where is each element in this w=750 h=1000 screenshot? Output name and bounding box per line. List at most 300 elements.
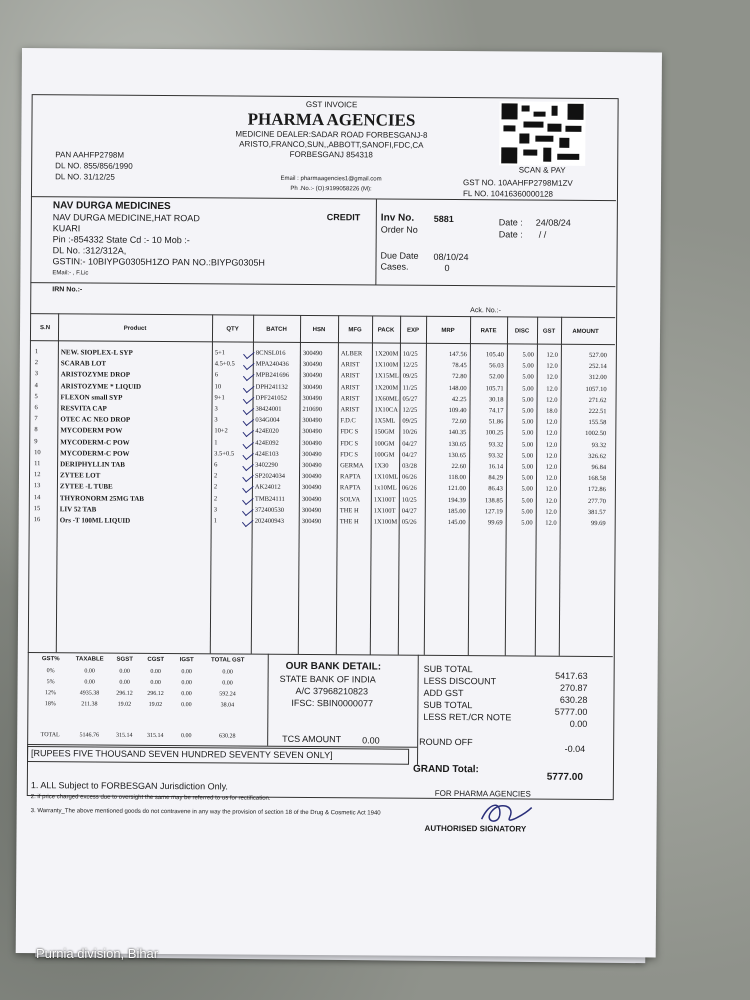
cell-mrp: 130.65 [448, 440, 467, 448]
add-gst: 630.28 [559, 694, 588, 705]
gst-cell: 0.00 [119, 668, 130, 675]
gst-cell: 0.00 [181, 669, 192, 676]
gst-column-header: GST% [41, 656, 60, 663]
gst-total-cell: 315.14 [115, 732, 133, 739]
checkmark-icon [243, 382, 255, 393]
cell-product: MYCODERM POW [60, 426, 123, 436]
gst-column-header: TAXABLE [75, 656, 104, 663]
cell-amount: 277.70 [587, 497, 606, 505]
pan-number: PAN AAHFP2798M [55, 150, 125, 160]
order-no-label: Order No [380, 224, 418, 235]
gst-column-header: IGST [179, 657, 194, 664]
cell-mfg: THE H [339, 507, 359, 515]
cell-mfg: FDC S [340, 451, 359, 459]
cell-sn: 16 [33, 516, 41, 524]
gst-cell: 19.02 [148, 701, 163, 708]
cell-hsn: 300490 [301, 506, 322, 514]
round-off: -0.04 [564, 743, 586, 754]
gst-total-cell: 315.14 [146, 732, 164, 740]
cell-sn: 13 [33, 482, 41, 490]
gst-cell: 296.12 [147, 690, 164, 698]
gst-cell: 296.12 [116, 690, 133, 697]
cell-mrp: 145.00 [447, 518, 466, 527]
cell-qty: 10 [214, 382, 222, 390]
cell-qty: 3.5+0.5 [214, 450, 235, 458]
column-header: AMOUNT [572, 328, 599, 336]
cell-exp: 12/25 [402, 361, 418, 369]
cell-gst: 12.0 [546, 396, 558, 404]
cell-amount: 271.62 [588, 396, 607, 404]
cell-rate: 52.00 [489, 373, 504, 381]
cell-gst: 12.0 [545, 519, 557, 527]
gst-cell: 592.24 [219, 691, 236, 698]
ack-label: Ack. No.:- [470, 307, 501, 315]
tcs-label: TCS AMOUNT [282, 733, 342, 745]
cell-gst: 12.0 [546, 351, 558, 359]
cell-sn: 8 [34, 426, 38, 434]
cell-pack: 1X200M [374, 384, 399, 392]
cell-exp: 12/25 [402, 406, 418, 414]
for-company: FOR PHARMA AGENCIES [434, 788, 531, 799]
column-header: HSN [312, 327, 326, 334]
cell-disc: 5.00 [522, 373, 534, 381]
cell-hsn: 300490 [302, 417, 322, 425]
gst-cell: 0.00 [222, 680, 233, 687]
company-line1: MEDICINE DEALER:SADAR ROAD FORBESGANJ-8 [235, 129, 428, 140]
cell-product: MYCODERM-C POW [60, 449, 130, 458]
gst-cell: 211.38 [81, 701, 98, 708]
column-header: MRP [441, 327, 455, 335]
cell-disc: 5.00 [522, 385, 534, 393]
cell-qty: 4.5+0.5 [214, 360, 235, 368]
cell-product: SCARAB LOT [60, 359, 107, 368]
cell-amount: 96.84 [591, 463, 607, 472]
gst-cell: 18% [44, 701, 56, 708]
cell-qty: 3 [214, 416, 218, 424]
company-line3: FORBESGANJ 854318 [289, 149, 373, 160]
cell-rate: 86.43 [488, 485, 503, 493]
cell-exp: 04/27 [401, 507, 417, 515]
cell-gst: 12.0 [546, 374, 558, 382]
dl-number-1: DL NO. 855/856/1990 [55, 161, 133, 171]
cell-batch: 202400943 [254, 517, 284, 525]
column-header: QTY [226, 326, 239, 333]
cell-hsn: 300490 [302, 372, 323, 380]
cell-hsn: 300490 [302, 428, 322, 436]
cell-pack: 150GM [374, 428, 395, 437]
sub-total-label: SUB TOTAL [423, 663, 473, 675]
cell-mrp: 72.80 [452, 373, 467, 381]
cell-disc: 5.00 [521, 508, 533, 516]
cell-pack: 1X100M [373, 518, 398, 526]
checkmark-icon [243, 370, 255, 381]
cell-sn: 14 [33, 493, 41, 501]
cell-mfg: RAPTA [339, 484, 361, 492]
cell-disc: 5.00 [522, 362, 534, 370]
term-3: 3. Warranty_The above mentioned goods do not contravene in any way the provision of section 18 of the Drug & Cosmetic Act 1940 [30, 808, 381, 817]
tcs-amount: 0.00 [362, 735, 380, 746]
checkmark-icon [243, 348, 255, 359]
bank-ifsc: IFSC: SBIN0000077 [291, 697, 374, 709]
cell-pack: 1X100T [373, 507, 396, 515]
cell-disc: 5.00 [521, 463, 534, 471]
date2-value: / / [538, 229, 547, 240]
cell-mrp: 72.60 [451, 418, 467, 426]
sub-total2-label: SUB TOTAL [423, 699, 473, 711]
gst-total-cell: 630.28 [218, 733, 236, 740]
checkmark-icon [242, 516, 254, 527]
cell-gst: 12.0 [545, 452, 558, 460]
cell-sn: 15 [33, 504, 41, 512]
cell-qty: 5+1 [214, 349, 226, 357]
gst-cell: 0.00 [150, 668, 161, 675]
cell-qty: 9+1 [214, 394, 225, 402]
gst-cell: 0.00 [181, 702, 192, 709]
buyer-address1: NAV DURGA MEDICINE,HAT ROAD [52, 212, 200, 224]
cell-mrp: 140.35 [448, 429, 467, 437]
column-header: BATCH [266, 326, 287, 333]
cell-batch: 38424001 [255, 405, 282, 413]
cell-gst: 12.0 [545, 430, 558, 438]
gst-cell: 0% [46, 668, 55, 675]
cell-sn: 10 [34, 448, 41, 456]
cell-qty: 6 [214, 371, 218, 379]
checkmark-icon [242, 460, 254, 471]
invoice-date: 24/08/24 [535, 217, 571, 228]
cell-rate: 138.85 [484, 496, 503, 504]
cell-rate: 127.19 [484, 508, 503, 516]
qr-code-icon [499, 101, 585, 166]
buyer-address2: KUARI [52, 223, 81, 234]
cell-exp: 05/26 [401, 518, 417, 526]
cell-mrp: 147.56 [448, 350, 467, 359]
cell-pack: 1X30 [374, 462, 389, 470]
round-off-label: ROUND OFF [419, 736, 473, 748]
checkmark-icon [242, 449, 254, 460]
doc-type: GST INVOICE [305, 99, 358, 110]
cell-sn: 4 [34, 381, 38, 389]
photo-caption: Purnia division, Bihar [36, 946, 159, 961]
cell-rate: 100.25 [485, 429, 504, 437]
cell-batch: 8CNSL016 [255, 349, 286, 357]
cell-exp: 04/27 [402, 451, 418, 459]
cell-mrp: 121.00 [448, 485, 466, 493]
gst-column-header: SGST [116, 656, 133, 663]
cases-value: 0 [444, 262, 450, 273]
term-1: 1. ALL Subject to FORBESGAN Jurisdiction Only. [30, 780, 228, 792]
cell-rate: 16.14 [488, 463, 504, 471]
cell-batch: SP2024034 [254, 472, 286, 481]
cell-gst: 12.0 [545, 441, 558, 449]
cell-hsn: 300490 [302, 461, 322, 470]
column-header: PACK [377, 327, 395, 334]
cell-amount: 172.86 [588, 486, 606, 494]
column-header: DISC [514, 328, 530, 335]
cell-mrp: 130.65 [448, 451, 467, 459]
company-phone: Ph .No.:- (O):9199058226 (M): [290, 185, 372, 193]
gst-cell: 12% [44, 690, 57, 697]
cell-mrp: 78.45 [452, 362, 467, 370]
due-date: 08/10/24 [433, 251, 469, 263]
cell-rate: 99.69 [488, 519, 503, 527]
bank-account: A/C 37968210823 [295, 685, 369, 697]
cell-batch: 424E020 [255, 428, 279, 436]
gst-cell: 0.00 [222, 669, 233, 676]
cell-batch: MPA240436 [255, 360, 289, 369]
cell-hsn: 300490 [301, 495, 322, 503]
cell-hsn: 300490 [302, 361, 323, 369]
cell-exp: 03/28 [402, 462, 417, 470]
cell-exp: 10/26 [402, 429, 418, 437]
cell-mrp: 185.00 [447, 507, 466, 515]
cell-gst: 12.0 [545, 508, 557, 516]
checkmark-icon [243, 415, 255, 426]
cell-qty: 2 [213, 494, 218, 502]
inv-no-label: Inv No. [380, 212, 415, 224]
cell-batch: 372400530 [254, 506, 285, 514]
cell-batch: TMB24111 [254, 495, 285, 503]
less-discount-label: LESS DISCOUNT [423, 675, 497, 687]
buyer-pin: Pin :-854332 State Cd :- 10 Mob :- [52, 234, 190, 246]
checkmark-icon [243, 426, 255, 437]
cell-pack: 1X15ML [374, 372, 399, 381]
cell-gst: 12.0 [545, 418, 558, 426]
cell-qty: 2 [213, 483, 218, 491]
authorised-signatory: AUTHORISED SIGNATORY [424, 823, 527, 834]
cell-mfg: F.D.C [340, 417, 356, 425]
cell-hsn: 300490 [302, 349, 323, 358]
buyer-email: EMail:- , F.Lic [52, 270, 89, 277]
cell-product: RESVITA CAP [60, 404, 107, 413]
cell-disc: 5.00 [522, 407, 534, 415]
cell-product: FLEXON small SYP [60, 393, 123, 402]
cell-sn: 3 [34, 370, 38, 378]
scan-pay-label: SCAN & PAY [518, 165, 566, 175]
cell-rate: 30.18 [488, 396, 504, 404]
irn-label: IRN No.:- [52, 286, 83, 294]
cell-amount: 93.32 [591, 441, 607, 449]
cell-qty: 1 [214, 438, 218, 446]
cell-mfg: ARIST [340, 361, 360, 369]
dl-number-2: DL NO. 31/12/25 [55, 172, 115, 182]
gst-cell: 38.04 [220, 702, 235, 709]
cell-amount: 99.69 [591, 519, 606, 528]
cell-amount: 222.51 [588, 407, 607, 416]
cell-product: ZYTEE -L TUBE [59, 482, 113, 492]
cell-qty: 3 [213, 506, 218, 514]
cell-product: LIV 52 TAB [59, 505, 97, 514]
cell-exp: 10/25 [402, 350, 418, 358]
cell-amount: 326.62 [588, 452, 607, 460]
gst-cell: 0.00 [181, 680, 192, 687]
cell-batch: DPF241052 [255, 394, 288, 402]
cell-rate: 93.32 [488, 440, 504, 448]
term-2: 2. if price charged excess due to oversight the same may be referred to us for rectification. [30, 794, 271, 802]
column-header: EXP [406, 327, 420, 334]
cell-rate: 105.71 [485, 384, 504, 392]
cell-disc: 5.00 [521, 441, 534, 449]
cell-mrp: 148.00 [448, 384, 467, 392]
less-ret: 0.00 [569, 718, 588, 729]
column-header: MFG [348, 327, 362, 334]
cell-exp: 10/25 [401, 496, 417, 504]
cell-hsn: 300490 [302, 439, 322, 447]
cell-mfg: ARIST [340, 395, 360, 403]
cell-mfg: ALBER [340, 350, 363, 358]
cell-gst: 12.0 [546, 385, 558, 393]
cell-disc: 5.00 [521, 485, 533, 493]
cell-disc: 5.00 [522, 351, 534, 359]
cell-product: OTEC AC NEO DROP [60, 415, 131, 424]
cell-sn: 12 [33, 471, 41, 479]
cell-disc: 5.00 [521, 474, 534, 482]
cell-product: DERIPHYLLIN TAB [60, 460, 126, 469]
cell-batch: DPH241132 [255, 383, 288, 391]
cell-sn: 6 [34, 404, 38, 412]
checkmark-icon [242, 471, 254, 482]
cell-disc: 5.00 [521, 452, 534, 460]
cell-mrp: 42.25 [451, 395, 467, 403]
amount-in-words: [RUPEES FIVE THOUSAND SEVEN HUNDRED SEVENTY SEVEN ONLY] [31, 748, 333, 761]
cell-pack: 100GM [374, 440, 395, 448]
less-ret-label: LESS RET./CR NOTE [423, 711, 512, 723]
cell-qty: 10+2 [214, 427, 228, 435]
cell-batch: 424E092 [255, 439, 279, 447]
date-label: Date : [498, 217, 523, 228]
gst-cell: 0.00 [84, 679, 95, 686]
cell-amount: 252.14 [588, 363, 607, 371]
cell-hsn: 210690 [302, 405, 323, 414]
cell-qty: 2 [213, 472, 218, 480]
gst-column-header: TOTAL GST [211, 657, 245, 664]
cell-product: Ors -T 100ML LIQUID [59, 516, 131, 525]
gst-summary [31, 656, 262, 748]
checkmark-icon [242, 505, 254, 516]
company-name: PHARMA AGENCIES [247, 109, 416, 130]
checkmark-icon [242, 482, 254, 493]
cell-rate: 93.32 [488, 452, 504, 460]
bank-title: OUR BANK DETAIL: [285, 660, 382, 673]
sub-total2: 5777.00 [554, 706, 588, 717]
cell-mfg: FDC S [340, 439, 359, 447]
column-header: GST [542, 328, 556, 335]
cell-gst: 18.0 [546, 407, 558, 415]
gst-cell: 4935.38 [79, 690, 100, 697]
cell-mfg: GERMA [340, 462, 364, 470]
gst-number: GST NO. 10AAHFP2798M1ZV [463, 178, 573, 188]
cell-batch: 034G004 [255, 416, 280, 424]
cell-qty: 6 [214, 461, 218, 469]
cell-pack: 1X100T [373, 496, 396, 504]
gst-cell: 0.00 [119, 679, 130, 686]
cell-sn: 1 [34, 348, 39, 356]
cell-exp: 04/27 [402, 440, 418, 448]
cell-exp: 06/26 [401, 485, 417, 493]
cell-batch: 424E103 [255, 450, 279, 458]
gst-cell: 19.02 [117, 701, 132, 708]
cell-mrp: 22.60 [451, 463, 467, 471]
cell-sn: 7 [34, 415, 38, 423]
cell-pack: 1X10ML [373, 473, 399, 481]
cell-rate: 84.29 [488, 474, 504, 482]
buyer-name: NAV DURGA MEDICINES [52, 200, 171, 213]
invoice-sheet [16, 48, 662, 957]
cell-amount: 312.00 [588, 374, 607, 382]
cell-exp: 09/25 [402, 417, 418, 425]
checkmark-icon [243, 359, 255, 370]
cell-disc: 5.00 [522, 396, 534, 404]
less-discount: 270.87 [559, 682, 588, 693]
gst-total-cell: 5146.76 [79, 732, 99, 739]
cell-qty: 1 [213, 517, 217, 525]
inv-no: 5881 [433, 213, 454, 225]
cell-gst: 12.0 [546, 362, 558, 370]
checkmark-icon [243, 393, 255, 404]
cell-sn: 5 [34, 392, 38, 400]
cell-gst: 12.0 [545, 497, 557, 505]
cell-pack: 1X5ML [374, 417, 396, 425]
cell-amount: 381.57 [587, 508, 606, 516]
cell-hsn: 300490 [301, 517, 322, 526]
credit-label: CREDIT [326, 212, 361, 223]
cell-hsn: 300490 [302, 383, 323, 391]
cell-mfg: THE H [339, 518, 359, 526]
cell-rate: 105.40 [485, 351, 504, 359]
cell-product: ZYTEE LOT [59, 471, 101, 480]
bank-name: STATE BANK OF INDIA [279, 673, 376, 685]
date2-label: Date : [498, 229, 523, 240]
column-header: Product [123, 325, 147, 332]
due-date-label: Due Date [380, 250, 419, 261]
cell-product: ARISTOZYME * LIQUID [60, 381, 142, 391]
gst-total-cell: 0.00 [180, 733, 192, 740]
cell-sn: 9 [34, 437, 38, 445]
gst-cell: 0.00 [181, 691, 192, 698]
buyer-dl: DL No. :312/312A, [52, 245, 127, 256]
cell-gst: 12.0 [545, 463, 558, 471]
buyer-gstin: GSTIN:- 10BIYPG0305H1ZO PAN NO.:BIYPG0305H [52, 256, 265, 268]
gst-total-cell: TOTAL [40, 732, 60, 739]
cell-disc: 5.00 [521, 429, 534, 437]
cell-pack: 1x10ML [373, 484, 397, 493]
grand-total-label: GRAND Total: [412, 763, 479, 776]
cell-pack: 1X100M [374, 361, 399, 369]
gst-cell: 5% [46, 679, 55, 686]
cell-hsn: 300490 [301, 473, 322, 481]
cell-exp: 06/26 [401, 473, 417, 481]
cell-mrp: 118.00 [448, 474, 467, 482]
cell-rate: 51.86 [488, 418, 504, 426]
gst-column-header: CGST [147, 656, 165, 664]
cell-sn: 11 [34, 460, 41, 468]
cell-batch: MPB241696 [255, 372, 289, 380]
cell-amount: 168.58 [588, 475, 607, 483]
cell-rate: 56.03 [489, 362, 504, 370]
cell-hsn: 300490 [301, 484, 322, 492]
cell-product: ARISTOZYME DROP [60, 370, 131, 380]
cell-qty: 3 [214, 405, 218, 413]
cell-amount: 1057.10 [585, 385, 607, 393]
cases-label: Cases. [380, 261, 409, 272]
column-header: S.N [40, 325, 51, 332]
item-rows [18, 348, 660, 652]
cell-pack: 100GM [374, 451, 395, 459]
company-email: Email : pharmaagencies1@gmail.com [280, 175, 382, 183]
cell-mrp: 109.40 [448, 406, 467, 415]
gst-cell: 0.00 [84, 668, 95, 675]
gst-cell: 0.00 [150, 679, 161, 686]
cell-gst: 12.0 [545, 486, 557, 494]
